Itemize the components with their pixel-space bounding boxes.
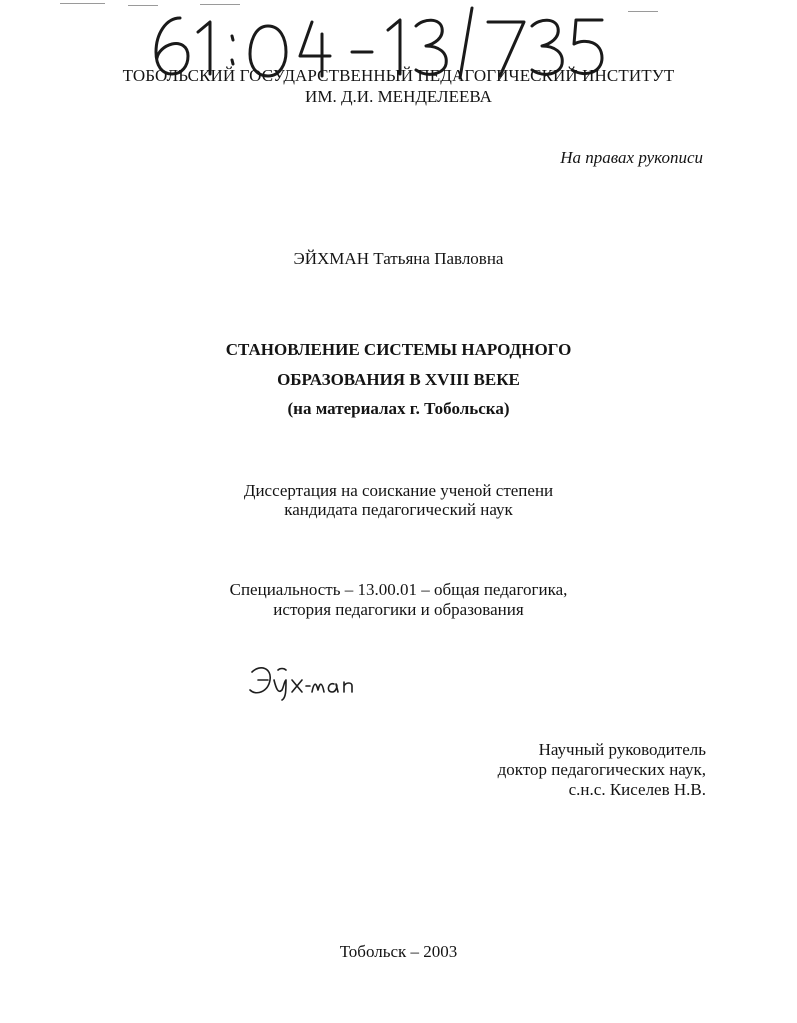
supervisor-line-1: Научный руководитель [538, 740, 706, 759]
scan-noise [60, 3, 105, 4]
title-line-3: (на материалах г. Тобольска) [287, 399, 510, 418]
supervisor-line-2: доктор педагогических наук, [497, 760, 706, 779]
rights-note: На правах рукописи [560, 148, 703, 167]
title-line-2: ОБРАЗОВАНИЯ В XVIII ВЕКЕ [277, 370, 520, 389]
dissertation-line-1: Диссертация на соискание ученой степени [243, 481, 554, 500]
place-year: Тобольск – 2003 [339, 942, 458, 961]
author-name: ЭЙХМАН Татьяна Павловна [293, 249, 504, 268]
institution-line-2: ИМ. Д.И. МЕНДЕЛЕЕВА [305, 87, 492, 106]
specialty-line-1: Специальность – 13.00.01 – общая педагогика, [229, 580, 568, 599]
title-line-1: СТАНОВЛЕНИЕ СИСТЕМЫ НАРОДНОГО [225, 340, 572, 359]
specialty-line-2: история педагогики и образования [273, 600, 524, 619]
supervisor-line-3: с.н.с. Киселев Н.В. [568, 780, 706, 799]
scan-noise [628, 11, 658, 12]
institution-line-1: ТОБОЛЬСКИЙ ГОСУДАРСТВЕННЫЙ ПЕДАГОГИЧЕСКИЙ ИНСТИТУТ [122, 66, 675, 85]
handwritten-signature [248, 660, 358, 702]
dissertation-line-2: кандидата педагогический наук [284, 500, 513, 519]
